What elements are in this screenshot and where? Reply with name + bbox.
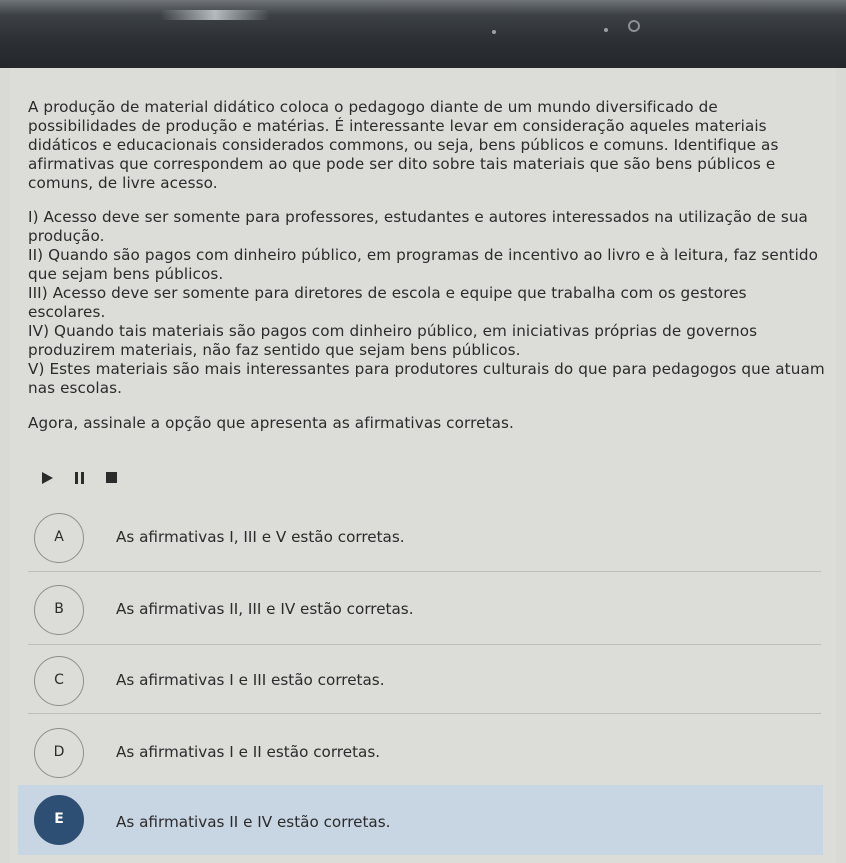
camera-icon xyxy=(628,20,640,32)
question-panel xyxy=(10,68,836,863)
option-divider xyxy=(28,571,821,572)
option-letter: E xyxy=(34,795,84,845)
question-body xyxy=(28,98,828,433)
option-divider xyxy=(28,644,821,645)
option-letter: B xyxy=(34,585,84,635)
question-intro: A produção de material didático coloca o pedagogo diante de um mundo diversificado de possibilidades de produção e matérias. É interessante levar em consideração aqueles materiais didáticos e educacionais considerados commons, ou seja, bens públicos e comuns. Identifique as afirmativas que correspondem ao que pode ser dito sobre tais materiais que são bens públicos e comuns, de livre acesso. xyxy=(28,98,779,192)
device-top-bezel xyxy=(0,0,846,68)
option-text: As afirmativas II e IV estão corretas. xyxy=(116,813,391,831)
option-letter: A xyxy=(34,513,84,563)
option-text: As afirmativas I, III e V estão corretas. xyxy=(116,528,405,546)
sensor-dot xyxy=(492,30,496,34)
option-text: As afirmativas I e III estão corretas. xyxy=(116,671,385,689)
question-prompt: Agora, assinale a opção que apresenta as afirmativas corretas. xyxy=(28,414,514,432)
option-divider xyxy=(28,713,821,714)
stop-icon[interactable] xyxy=(106,472,117,483)
audio-controls xyxy=(42,471,142,485)
sensor-dot xyxy=(604,28,608,32)
statement-1: I) Acesso deve ser somente para professores, estudantes e autores interessados na utilização de sua produção. xyxy=(28,208,808,245)
option-letter: D xyxy=(34,728,84,778)
statement-2: II) Quando são pagos com dinheiro público, em programas de incentivo ao livro e à leitura, faz sentido que sejam bens públicos. xyxy=(28,246,819,283)
option-text: As afirmativas I e II estão corretas. xyxy=(116,743,381,761)
option-e[interactable] xyxy=(18,785,823,855)
statement-4: IV) Quando tais materiais são pagos com dinheiro público, em iniciativas próprias de governos produzirem materiais, não faz sentido que sejam bens públicos. xyxy=(28,322,758,359)
option-a[interactable] xyxy=(28,506,821,566)
bezel-glare xyxy=(160,10,270,20)
statement-5: V) Estes materiais são mais interessantes para produtores culturais do que para pedagogos que atuam nas escolas. xyxy=(28,360,825,397)
option-letter: C xyxy=(34,656,84,706)
option-c[interactable] xyxy=(28,649,821,709)
option-d[interactable] xyxy=(28,721,821,781)
statement-3: III) Acesso deve ser somente para diretores de escola e equipe que trabalha com os gestores escolares. xyxy=(28,284,747,321)
option-text: As afirmativas II, III e IV estão corretas. xyxy=(116,600,414,618)
pause-icon[interactable] xyxy=(75,472,84,484)
play-icon[interactable] xyxy=(42,472,53,484)
option-b[interactable] xyxy=(28,578,821,638)
